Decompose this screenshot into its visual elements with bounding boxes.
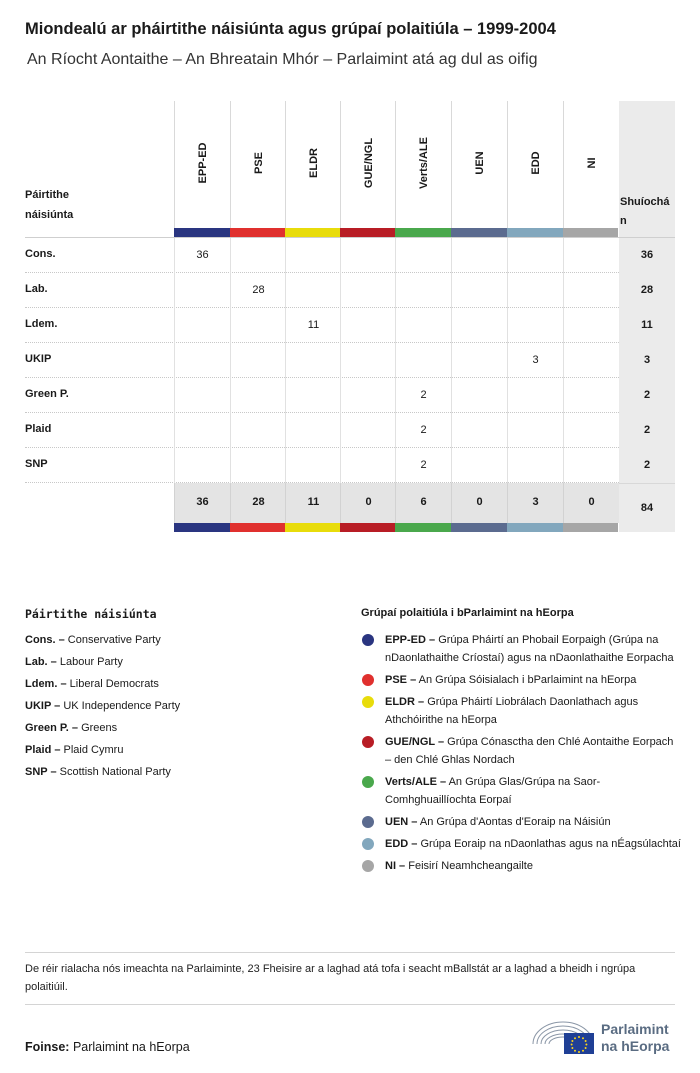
row-total: 36 bbox=[619, 238, 675, 273]
table-cell bbox=[395, 343, 451, 378]
logo-line-1: Parlaimint bbox=[601, 1021, 669, 1037]
group-color-bar bbox=[563, 523, 618, 532]
table-cell bbox=[395, 273, 451, 308]
party-legend-item bbox=[25, 675, 180, 697]
table-row bbox=[25, 308, 675, 343]
table-cell bbox=[285, 273, 341, 308]
group-column-label: ELDR bbox=[307, 148, 320, 178]
group-legend-name: An Grúpa Sóisialach i bParlaimint na hEorpa bbox=[418, 674, 637, 686]
group-total: 0 bbox=[340, 483, 396, 523]
table-cell bbox=[340, 308, 396, 343]
group-column-header bbox=[285, 101, 341, 228]
table-cell bbox=[451, 273, 507, 308]
table-row bbox=[25, 413, 675, 448]
table-cell: 11 bbox=[285, 308, 341, 343]
table-cell bbox=[507, 413, 563, 448]
table-cell bbox=[340, 238, 396, 273]
group-color-bar bbox=[340, 228, 396, 237]
group-total: 3 bbox=[507, 483, 563, 523]
party-legend-abbr: Ldem. – bbox=[25, 678, 67, 690]
group-column-header bbox=[563, 101, 619, 228]
row-party-label: SNP bbox=[25, 458, 48, 470]
seats-column-header bbox=[619, 101, 675, 237]
group-color-dot-icon bbox=[362, 736, 374, 748]
table-cell bbox=[285, 378, 341, 413]
table-cell: 2 bbox=[395, 448, 451, 483]
table-cell bbox=[451, 378, 507, 413]
table-cell bbox=[230, 343, 286, 378]
group-legend-abbr: EPP-ED – bbox=[385, 634, 436, 646]
group-legend-abbr: EDD – bbox=[385, 838, 418, 850]
party-legend-name: Labour Party bbox=[59, 656, 123, 668]
group-legend-item bbox=[361, 733, 681, 769]
group-color-bar bbox=[174, 228, 230, 237]
table-row bbox=[25, 378, 675, 413]
row-party-label: Lab. bbox=[25, 283, 48, 295]
group-legend-title: Grúpaí polaitiúla i bParlaimint na hEorpa bbox=[361, 607, 574, 619]
table-cell bbox=[563, 238, 619, 273]
group-column-label: UEN bbox=[473, 151, 486, 175]
page-subtitle: An Ríocht Aontaithe – An Bhreatain Mhór – Parlaimint atá ag dul as oifig bbox=[27, 51, 538, 68]
group-total: 28 bbox=[230, 483, 286, 523]
divider bbox=[25, 1004, 675, 1005]
group-legend-abbr: GUE/NGL – bbox=[385, 736, 445, 748]
group-color-bar bbox=[395, 228, 451, 237]
group-legend-abbr: UEN – bbox=[385, 816, 418, 828]
group-legend-item bbox=[361, 813, 681, 831]
group-column-label: EPP-ED bbox=[196, 142, 209, 184]
group-column-header bbox=[340, 101, 396, 228]
party-legend-name: Scottish National Party bbox=[59, 766, 171, 778]
table-cell bbox=[174, 308, 230, 343]
group-total: 0 bbox=[563, 483, 619, 523]
source-label: Foinse: bbox=[25, 1040, 70, 1054]
table-cell bbox=[507, 273, 563, 308]
table-cell: 3 bbox=[507, 343, 563, 378]
group-legend-item bbox=[361, 857, 681, 875]
row-party-label: Cons. bbox=[25, 248, 56, 260]
row-total: 3 bbox=[619, 343, 675, 378]
row-total: 2 bbox=[619, 448, 675, 483]
source-line bbox=[25, 1040, 190, 1054]
party-legend-name: Plaid Cymru bbox=[63, 744, 124, 756]
table-cell bbox=[340, 378, 396, 413]
group-column-label: Verts/ALE bbox=[417, 137, 430, 189]
group-color-bar bbox=[230, 523, 286, 532]
group-legend-name: Grúpa Eoraip na nDaonlathas agus na nÉagsúlachtaí bbox=[420, 838, 681, 850]
party-legend-abbr: UKIP – bbox=[25, 700, 61, 712]
table-cell bbox=[451, 238, 507, 273]
row-total: 2 bbox=[619, 413, 675, 448]
table-cell bbox=[174, 378, 230, 413]
group-column-header bbox=[507, 101, 563, 228]
party-legend-abbr: SNP – bbox=[25, 766, 57, 778]
group-legend-item bbox=[361, 773, 681, 809]
table-cell bbox=[230, 308, 286, 343]
party-legend bbox=[25, 631, 180, 785]
row-party-label: Ldem. bbox=[25, 318, 58, 330]
group-color-dot-icon bbox=[362, 674, 374, 686]
group-color-bar bbox=[395, 523, 451, 532]
table-row bbox=[25, 238, 675, 273]
row-party-label: UKIP bbox=[25, 353, 52, 365]
group-legend-name: Grúpa Pháirtí an Phobail Eorpaigh (Grúpa na nDaonlathaithe Críostaí) agus na nDaonlathaithe Eorpacha bbox=[385, 634, 674, 664]
row-total: 2 bbox=[619, 378, 675, 413]
party-legend-item bbox=[25, 719, 180, 741]
table-row bbox=[25, 343, 675, 378]
group-legend-name: Grúpa Cónasctha den Chlé Aontaithe Eorpach – den Chlé Ghlas Nordach bbox=[385, 736, 674, 766]
group-legend-abbr: ELDR – bbox=[385, 696, 425, 708]
table-cell bbox=[563, 273, 619, 308]
group-total: 11 bbox=[285, 483, 341, 523]
table-cell bbox=[285, 448, 341, 483]
table-cell bbox=[340, 448, 396, 483]
table-cell bbox=[230, 448, 286, 483]
seats-column-label: Shuíochán bbox=[620, 196, 670, 227]
row-party-label: Plaid bbox=[25, 423, 52, 435]
group-color-bar bbox=[285, 228, 341, 237]
table-cell bbox=[507, 448, 563, 483]
table-cell bbox=[174, 448, 230, 483]
row-total: 28 bbox=[619, 273, 675, 308]
table-cell bbox=[563, 448, 619, 483]
group-legend-name: Feisirí Neamhcheangailte bbox=[408, 860, 533, 872]
group-color-bar bbox=[174, 523, 230, 532]
table-cell bbox=[340, 273, 396, 308]
group-column-header bbox=[451, 101, 507, 228]
group-legend-name: Grúpa Pháirtí Liobrálach Daonlathach agus Athchóirithe na hEorpa bbox=[385, 696, 639, 726]
table-cell bbox=[451, 308, 507, 343]
table-cell bbox=[563, 413, 619, 448]
logo-wordmark bbox=[601, 1021, 669, 1055]
group-legend-item bbox=[361, 671, 681, 689]
group-legend-item bbox=[361, 693, 681, 729]
group-legend-abbr: Verts/ALE – bbox=[385, 776, 447, 788]
table-cell bbox=[285, 238, 341, 273]
logo-line-2: na hEorpa bbox=[601, 1038, 670, 1054]
group-legend-abbr: NI – bbox=[385, 860, 406, 872]
group-color-bar bbox=[451, 228, 507, 237]
party-legend-name: Liberal Democrats bbox=[69, 678, 159, 690]
party-legend-abbr: Cons. – bbox=[25, 634, 65, 646]
group-color-bar bbox=[340, 523, 396, 532]
group-legend-name: An Grúpa d'Aontas d'Eoraip na Náisiún bbox=[419, 816, 611, 828]
table-cell bbox=[285, 343, 341, 378]
table-cell bbox=[340, 343, 396, 378]
table-cell bbox=[174, 413, 230, 448]
divider bbox=[25, 952, 675, 953]
group-color-bar bbox=[230, 228, 286, 237]
group-color-bar bbox=[285, 523, 341, 532]
row-party-label: Green P. bbox=[25, 388, 69, 400]
table-cell: 2 bbox=[395, 378, 451, 413]
table-cell bbox=[563, 378, 619, 413]
party-legend-name: UK Independence Party bbox=[63, 700, 181, 712]
group-legend-name: An Grúpa Glas/Grúpa na Saor-Comhghuaillíochta Eorpaí bbox=[385, 776, 601, 806]
table-cell bbox=[451, 413, 507, 448]
group-color-bar bbox=[507, 228, 563, 237]
table-cell bbox=[340, 413, 396, 448]
table-cell bbox=[230, 238, 286, 273]
group-column-label: EDD bbox=[529, 151, 542, 175]
table-cell bbox=[174, 273, 230, 308]
party-legend-item bbox=[25, 741, 180, 763]
group-column-header bbox=[230, 101, 286, 228]
group-color-bar bbox=[563, 228, 618, 237]
group-color-dot-icon bbox=[362, 634, 374, 646]
group-total: 36 bbox=[174, 483, 230, 523]
table-cell: 28 bbox=[230, 273, 286, 308]
group-legend bbox=[361, 631, 681, 879]
table-cell bbox=[395, 308, 451, 343]
party-legend-name: Greens bbox=[81, 722, 118, 734]
group-color-bar bbox=[507, 523, 563, 532]
group-legend-abbr: PSE – bbox=[385, 674, 417, 686]
group-color-dot-icon bbox=[362, 816, 374, 828]
footnote: De réir rialacha nós imeachta na Parlaiminte, 23 Fheisire ar a laghad atá tofa i seacht mBallstát ar a laghad a bheidh i ngrúpa polaitiúil. bbox=[25, 963, 636, 993]
grand-total: 84 bbox=[619, 483, 675, 532]
group-color-bar bbox=[451, 523, 507, 532]
party-legend-abbr: Green P. – bbox=[25, 722, 78, 734]
group-column-label: PSE bbox=[252, 151, 265, 175]
party-legend-name: Conservative Party bbox=[67, 634, 161, 646]
group-color-dot-icon bbox=[362, 860, 374, 872]
group-total: 6 bbox=[395, 483, 451, 523]
group-column-header bbox=[174, 101, 230, 228]
group-column-header bbox=[395, 101, 451, 228]
parliament-emblem-icon bbox=[530, 1016, 596, 1056]
table-row bbox=[25, 448, 675, 483]
group-color-dot-icon bbox=[362, 696, 374, 708]
party-column-header: Páirtithe náisiúnta bbox=[25, 189, 74, 221]
totals-row bbox=[174, 483, 619, 523]
party-legend-item bbox=[25, 631, 180, 653]
party-legend-title: Páirtithe náisiúnta bbox=[25, 607, 157, 621]
table-cell bbox=[451, 448, 507, 483]
table-cell bbox=[507, 238, 563, 273]
table-cell bbox=[563, 308, 619, 343]
table-cell bbox=[285, 413, 341, 448]
group-color-dot-icon bbox=[362, 838, 374, 850]
table-cell: 36 bbox=[174, 238, 230, 273]
group-legend-item bbox=[361, 631, 681, 667]
table-cell bbox=[451, 343, 507, 378]
party-legend-item bbox=[25, 653, 180, 675]
table-cell bbox=[230, 378, 286, 413]
table-cell: 2 bbox=[395, 413, 451, 448]
party-legend-item bbox=[25, 763, 180, 785]
party-legend-abbr: Plaid – bbox=[25, 744, 61, 756]
page-title: Miondealú ar pháirtithe náisiúnta agus grúpaí polaitiúla – 1999-2004 bbox=[25, 20, 556, 38]
table-cell bbox=[395, 238, 451, 273]
european-parliament-logo bbox=[530, 1014, 680, 1058]
table-cell bbox=[507, 308, 563, 343]
party-legend-item bbox=[25, 697, 180, 719]
table-cell bbox=[563, 343, 619, 378]
group-color-dot-icon bbox=[362, 776, 374, 788]
group-column-label: GUE/NGL bbox=[362, 137, 375, 189]
group-column-label: NI bbox=[585, 157, 598, 169]
source-value: Parlaimint na hEorpa bbox=[72, 1040, 190, 1054]
party-legend-abbr: Lab. – bbox=[25, 656, 57, 668]
row-total: 11 bbox=[619, 308, 675, 343]
group-total: 0 bbox=[451, 483, 507, 523]
group-legend-item bbox=[361, 835, 681, 853]
table-cell bbox=[507, 378, 563, 413]
table-row bbox=[25, 273, 675, 308]
table-cell bbox=[174, 343, 230, 378]
table-cell bbox=[230, 413, 286, 448]
